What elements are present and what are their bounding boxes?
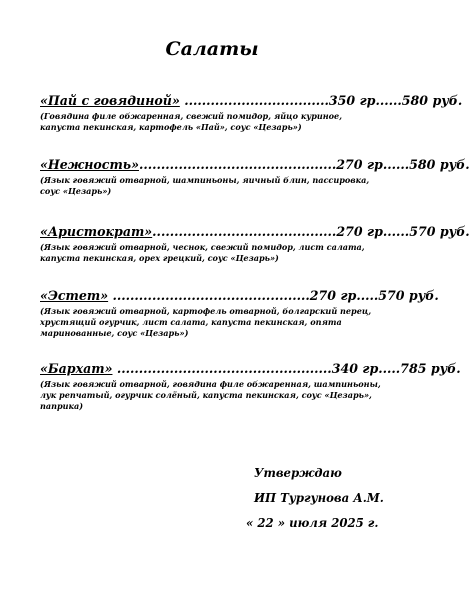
- menu-item-description: (Язык говяжий отварной, картофель отварной, болгарский перец, хрустящий огурчик, лист салата, капуста пекинская, опята маринованные, соус «Цезарь»): [40, 306, 372, 339]
- menu-item-description: (Говядина филе обжаренная, свежий помидор, яйцо куриное, капуста пекинская, картофель «Пай», соус «Цезарь»): [40, 111, 343, 133]
- menu-item-name: «Эстет»: [40, 288, 109, 303]
- menu-item-weight-price: .................................350 гр......580 руб.: [179, 93, 463, 108]
- page-title: Салаты: [165, 38, 259, 60]
- menu-item-name: «Аристократ»: [40, 224, 153, 239]
- menu-item-weight-price: .............................................270 гр......580 руб.: [138, 157, 470, 172]
- menu-item-name: «Нежность»: [40, 157, 139, 172]
- menu-item-line: [40, 157, 470, 172]
- menu-item-weight-price: ..........................................270 гр......570 руб.: [152, 224, 470, 239]
- menu-item-line: [40, 288, 439, 303]
- menu-item-description: (Язык говяжий отварной, говядина филе обжаренная, шампиньоны, лук репчатый, огурчик солёный, капуста пекинская, соус «Цезарь», паприка): [40, 379, 381, 412]
- menu-item-line: [40, 93, 463, 108]
- menu-item-name: «Пай с говядиной»: [40, 93, 180, 108]
- approval-label: Утверждаю: [254, 466, 342, 480]
- menu-item-estet: [40, 288, 439, 340]
- menu-item-aristokrat: [40, 224, 470, 264]
- menu-item-line: [40, 361, 461, 376]
- menu-item-name: «Бархат»: [40, 361, 113, 376]
- menu-item-description: (Язык говяжий отварной, чеснок, свежий помидор, лист салата, капуста пекинская, орех грецкий, соус «Цезарь»): [40, 242, 365, 264]
- approval-date: « 22 » июля 2025 г.: [246, 516, 379, 530]
- menu-item-description: (Язык говяжий отварной, шампиньоны, яичный блин, пассировка, соус «Цезарь»): [40, 175, 370, 197]
- menu-item-barkhat: [40, 361, 461, 413]
- menu-item-weight-price: .................................................340 гр.....785 руб.: [112, 361, 461, 376]
- menu-item-weight-price: .............................................270 гр.....570 руб.: [108, 288, 439, 303]
- menu-item-line: [40, 224, 470, 239]
- menu-item-nezhnost: [40, 157, 470, 197]
- approval-signer: ИП Тургунова А.М.: [254, 491, 384, 505]
- menu-item-pai: [40, 93, 463, 133]
